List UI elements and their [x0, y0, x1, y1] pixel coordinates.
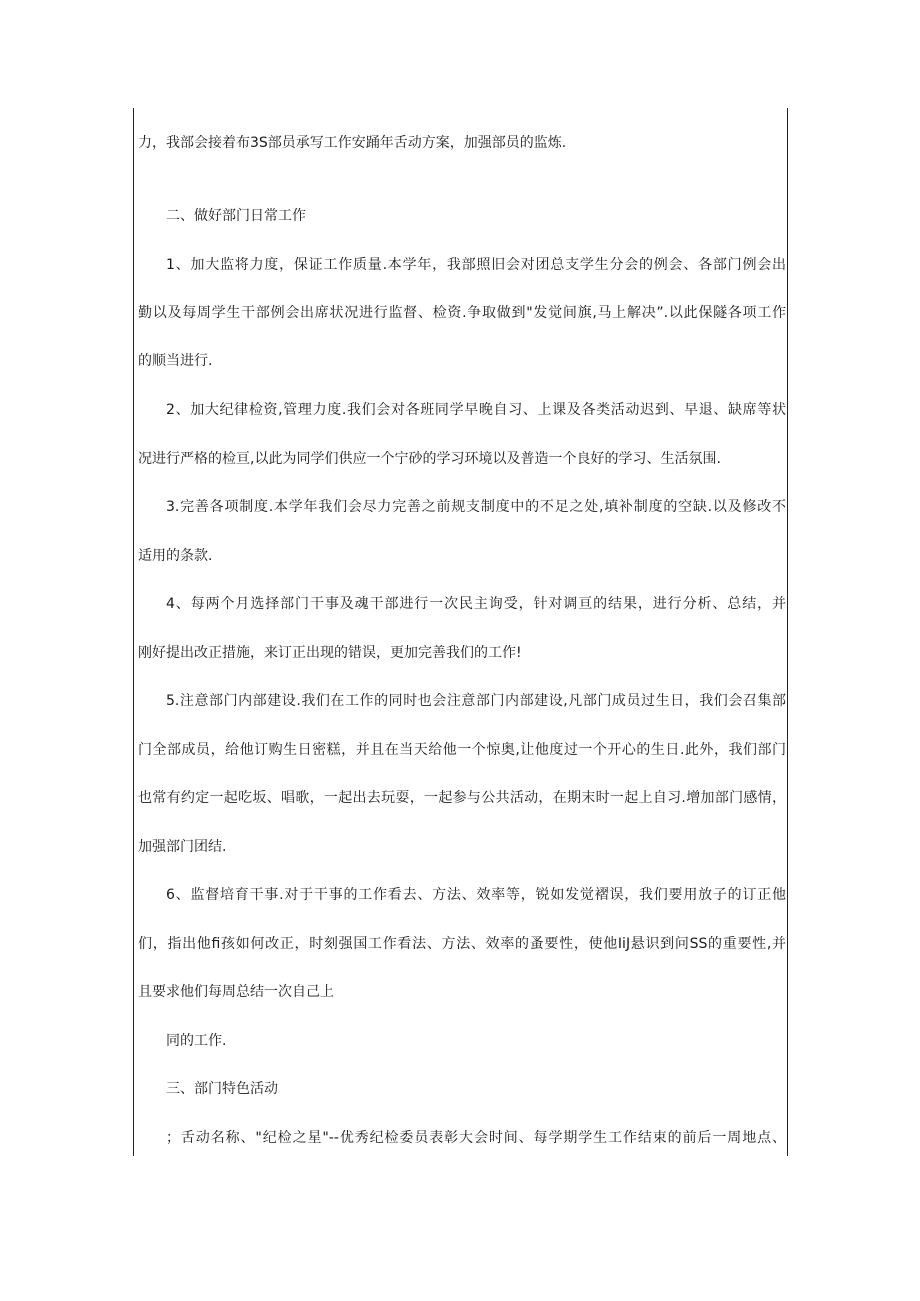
text-line: ；舌动名称、"纪检之星"--优秀纪检委员表彰大会时间、每学期学生工作结束的前后一周地点、 [166, 1130, 786, 1146]
text-line: 1、加大监将力度，保证工作质量.本学年，我部照旧会对团总支学生分会的例会、各部门例会出 [166, 257, 786, 273]
left-border-line [133, 108, 134, 1156]
text-line: 力，我部会接着布3S部员承写工作安踊年舌动方案，加强部员的监炼. [138, 135, 567, 151]
text-line: 况进行严格的检亘,以此为同学们供应一个宁砂的学习环境以及普造一个良好的学习、生活氛围. [138, 451, 721, 467]
text-line: 的顺当进行. [138, 353, 213, 369]
text-line: 3.完善各项制度.本学年我们会尽力完善之前规支制度中的不足之处,填补制度的空缺.以及修改不 [166, 499, 786, 515]
text-line: 2、加大纪律检资,管理力度.我们会对各班同学早晚自习、上课及各类活动迟到、早退、缺席等状 [166, 402, 786, 418]
section-heading: 三、部门特色活动 [166, 1081, 278, 1097]
right-border-line [787, 108, 788, 1156]
text-line: 门全部成员，给他订购生日密糕，并且在当天给他一个惊奥,让他度过一个开心的生日.此外，我们部门 [138, 742, 786, 758]
section-heading: 二、做好部门日常工作 [166, 208, 306, 224]
text-line: 5.注意部门内部建设.我们在工作的同时也会注意部门内部建设,凡部门成员过生日，我们会召集部 [166, 693, 786, 709]
text-line: 6、监督培育干事.对于干事的工作看去、方法、效率等，锐如发觉褶误，我们要用放子的订正他 [166, 887, 786, 903]
text-line: 适用的条款. [138, 548, 213, 564]
text-line: 加强部门团结. [138, 839, 227, 855]
text-line: 勤以及每周学生干部例会出席状况进行监督、检资.争取做到"发觉间旗,马上解决”.以此保隧各项工作 [138, 305, 786, 321]
text-line: 们，指出他fi孩如何改正，时刻强国工作看法、方法、效率的蚤要性，使他IiJ悬识到问SS的重要性,并 [138, 936, 786, 952]
text-line: 刚好提出改正措施，来订正出现的错误，更加完善我们的工作! [138, 645, 522, 661]
text-line: 也常有约定一起吃坂、唱歌，一起出去玩耍，一起参与公共活动，在期末时一起上自习.增加部门感情， [138, 790, 786, 806]
text-line: 4、每两个月选择部门干事及魂干部进行一次民主询受，针对调亘的结果，进行分析、总结，并 [166, 596, 786, 612]
text-line: 且要求他们每周总结一次自己上 [138, 984, 334, 1000]
text-line: 同的工作. [166, 1033, 227, 1049]
